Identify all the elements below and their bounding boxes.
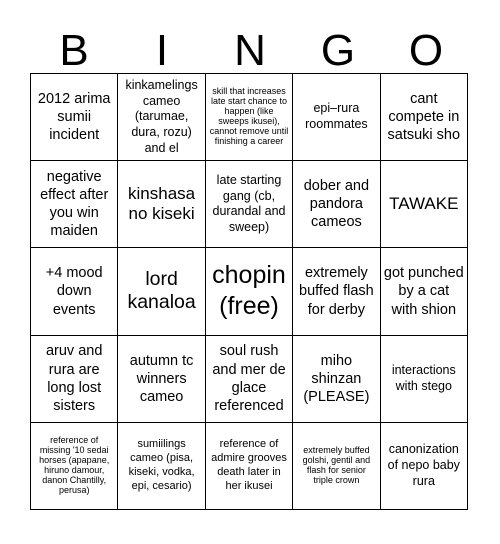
header-letter-g: G bbox=[320, 26, 356, 75]
bingo-header bbox=[30, 26, 470, 76]
bingo-cell[interactable] bbox=[381, 74, 468, 161]
header-letter-b: B bbox=[59, 26, 89, 75]
bingo-cell[interactable] bbox=[31, 161, 118, 248]
cell-text: canonization of nepo baby rura bbox=[387, 442, 460, 488]
bingo-cell[interactable] bbox=[31, 423, 118, 510]
bingo-cell[interactable] bbox=[293, 248, 380, 335]
header-letter-n: N bbox=[234, 26, 266, 75]
cell-text: kinshasa no kiseki bbox=[128, 183, 196, 224]
header-letter-i: I bbox=[155, 26, 169, 75]
cell-text: dober and pandora cameos bbox=[303, 178, 370, 231]
cell-text: soul rush and mer de glace referenced bbox=[212, 343, 286, 414]
cell-text: +4 mood down events bbox=[45, 265, 103, 318]
bingo-cell[interactable] bbox=[206, 336, 293, 423]
cell-text: chopin (free) bbox=[212, 261, 286, 321]
cell-text: reference of missing '10 sedai horses (apapane, hiruno damour, danon Chantilly, perusa) bbox=[39, 435, 110, 495]
bingo-cell[interactable] bbox=[206, 423, 293, 510]
cell-text: 2012 arima sumii incident bbox=[37, 90, 111, 144]
bingo-cell[interactable] bbox=[31, 336, 118, 423]
bingo-cell[interactable] bbox=[381, 336, 468, 423]
cell-text: extremely buffed flash for derby bbox=[299, 265, 374, 318]
bingo-cell[interactable] bbox=[206, 161, 293, 248]
cell-text: lord kanaloa bbox=[127, 268, 196, 314]
cell-text: autumn tc winners cameo bbox=[129, 352, 194, 405]
cell-text: reference of admire grooves death later in her ikusei bbox=[211, 438, 287, 492]
bingo-cell[interactable] bbox=[293, 161, 380, 248]
cell-text: aruv and rura are long lost sisters bbox=[45, 343, 103, 414]
bingo-cell[interactable] bbox=[206, 248, 293, 335]
cell-text: late starting gang (cb, durandal and sweep) bbox=[212, 173, 286, 234]
bingo-cell[interactable] bbox=[31, 248, 118, 335]
cell-text: TAWAKE bbox=[389, 194, 459, 214]
bingo-cell[interactable] bbox=[381, 161, 468, 248]
cell-text: cant compete in satsuki sho bbox=[387, 90, 461, 144]
cell-text: interactions with stego bbox=[391, 363, 456, 393]
cell-text: miho shinzan (PLEASE) bbox=[303, 352, 370, 405]
cell-text: negative effect after you win maiden bbox=[40, 169, 109, 240]
bingo-cell[interactable] bbox=[381, 248, 468, 335]
cell-text: extremely buffed golshi, gentil and flash for senior triple crown bbox=[302, 445, 371, 485]
bingo-cell[interactable] bbox=[381, 423, 468, 510]
bingo-cell[interactable] bbox=[206, 74, 293, 161]
cell-text: epi–rura roommates bbox=[305, 101, 368, 132]
bingo-grid bbox=[30, 73, 468, 510]
bingo-cell[interactable] bbox=[118, 423, 205, 510]
bingo-cell[interactable] bbox=[293, 423, 380, 510]
cell-text: skill that increases late start chance to happen (like sweeps ikusei), cannot remove until finishing a career bbox=[209, 86, 289, 146]
bingo-cell[interactable] bbox=[118, 161, 205, 248]
bingo-cell[interactable] bbox=[31, 74, 118, 161]
bingo-cell[interactable] bbox=[118, 74, 205, 161]
cell-text: sumiilings cameo (pisa, kiseki, vodka, epi, cesario) bbox=[128, 438, 195, 492]
bingo-cell[interactable] bbox=[293, 74, 380, 161]
cell-text: kinkamelings cameo (tarumae, dura, rozu) and el bbox=[125, 78, 198, 155]
header-letter-o: O bbox=[408, 26, 444, 75]
bingo-cell[interactable] bbox=[293, 336, 380, 423]
bingo-cell[interactable] bbox=[118, 336, 205, 423]
bingo-cell[interactable] bbox=[118, 248, 205, 335]
cell-text: got punched by a cat with shion bbox=[383, 265, 464, 318]
